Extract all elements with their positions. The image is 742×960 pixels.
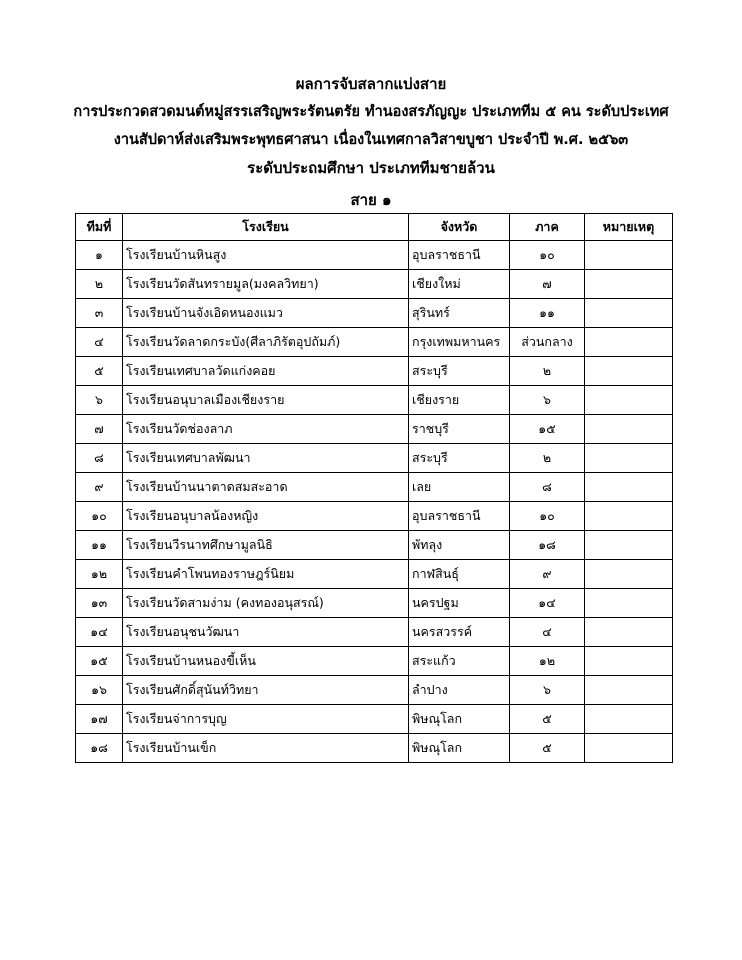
table-row bbox=[76, 589, 673, 618]
cell-province: นครปฐม bbox=[409, 589, 510, 618]
table-row bbox=[76, 473, 673, 502]
cell-province: สระบุรี bbox=[409, 444, 510, 473]
cell-school: โรงเรียนบ้านหินสูง bbox=[123, 241, 409, 270]
cell-note bbox=[585, 705, 673, 734]
cell-team-no: ๖ bbox=[76, 386, 123, 415]
cell-note bbox=[585, 357, 673, 386]
cell-note bbox=[585, 444, 673, 473]
cell-note bbox=[585, 299, 673, 328]
cell-school: โรงเรียนอนุบาลเมืองเชียงราย bbox=[123, 386, 409, 415]
cell-region: ๕ bbox=[510, 734, 585, 763]
cell-region: ๙ bbox=[510, 560, 585, 589]
cell-province: อุบลราชธานี bbox=[409, 241, 510, 270]
table-row bbox=[76, 502, 673, 531]
cell-note bbox=[585, 328, 673, 357]
table-row bbox=[76, 299, 673, 328]
cell-province: เชียงใหม่ bbox=[409, 270, 510, 299]
cell-note bbox=[585, 415, 673, 444]
cell-region: ๗ bbox=[510, 270, 585, 299]
cell-school: โรงเรียนวัดสันทรายมูล(มงคลวิทยา) bbox=[123, 270, 409, 299]
cell-province: เชียงราย bbox=[409, 386, 510, 415]
cell-school: โรงเรียนบ้านจังเอิดหนองแมว bbox=[123, 299, 409, 328]
table-row bbox=[76, 647, 673, 676]
cell-team-no: ๑๕ bbox=[76, 647, 123, 676]
table-body bbox=[76, 241, 673, 763]
cell-region: ๑๑ bbox=[510, 299, 585, 328]
table-row bbox=[76, 734, 673, 763]
header-event: งานสัปดาห์ส่งเสริมพระพุทธศาสนา เนื่องในเทศกาลวิสาขบูชา ประจำปี พ.ศ. ๒๕๖๓ bbox=[113, 132, 629, 148]
cell-region: ๑๔ bbox=[510, 589, 585, 618]
column-header-province: จังหวัด bbox=[409, 214, 510, 241]
cell-note bbox=[585, 473, 673, 502]
column-header-no: ทีมที่ bbox=[76, 214, 123, 241]
cell-team-no: ๑๖ bbox=[76, 676, 123, 705]
cell-school: โรงเรียนเทศบาลวัดแก่งคอย bbox=[123, 357, 409, 386]
cell-province: พิษณุโลก bbox=[409, 705, 510, 734]
cell-region: ส่วนกลาง bbox=[510, 328, 585, 357]
cell-team-no: ๘ bbox=[76, 444, 123, 473]
cell-team-no: ๓ bbox=[76, 299, 123, 328]
cell-province: สระแก้ว bbox=[409, 647, 510, 676]
cell-region: ๑๕ bbox=[510, 415, 585, 444]
column-header-note: หมายเหตุ bbox=[585, 214, 673, 241]
cell-note bbox=[585, 560, 673, 589]
table-row bbox=[76, 415, 673, 444]
cell-province: ลำปาง bbox=[409, 676, 510, 705]
cell-team-no: ๑๔ bbox=[76, 618, 123, 647]
cell-province: พัทลุง bbox=[409, 531, 510, 560]
cell-region: ๖ bbox=[510, 676, 585, 705]
cell-region: ๒ bbox=[510, 357, 585, 386]
table-row bbox=[76, 357, 673, 386]
column-header-region: ภาค bbox=[510, 214, 585, 241]
document-header bbox=[0, 70, 742, 182]
cell-note bbox=[585, 386, 673, 415]
cell-school: โรงเรียนบ้านนาตาดสมสะอาด bbox=[123, 473, 409, 502]
cell-region: ๑๘ bbox=[510, 531, 585, 560]
cell-team-no: ๑๘ bbox=[76, 734, 123, 763]
cell-region: ๔ bbox=[510, 618, 585, 647]
cell-team-no: ๑ bbox=[76, 241, 123, 270]
cell-note bbox=[585, 531, 673, 560]
table-row bbox=[76, 328, 673, 357]
cell-school: โรงเรียนศักดิ์สุนันท์วิทยา bbox=[123, 676, 409, 705]
cell-region: ๖ bbox=[510, 386, 585, 415]
table-row bbox=[76, 270, 673, 299]
cell-region: ๑๐ bbox=[510, 241, 585, 270]
cell-region: ๑๒ bbox=[510, 647, 585, 676]
cell-team-no: ๑๒ bbox=[76, 560, 123, 589]
table-row bbox=[76, 618, 673, 647]
cell-team-no: ๗ bbox=[76, 415, 123, 444]
cell-province: ราชบุรี bbox=[409, 415, 510, 444]
cell-team-no: ๑๓ bbox=[76, 589, 123, 618]
table-row bbox=[76, 705, 673, 734]
cell-note bbox=[585, 676, 673, 705]
header-title: ผลการจับสลากแบ่งสาย bbox=[295, 75, 447, 93]
table-header-row bbox=[76, 214, 673, 241]
results-table bbox=[75, 213, 673, 763]
cell-school: โรงเรียนอนุบาลน้องหญิง bbox=[123, 502, 409, 531]
cell-team-no: ๒ bbox=[76, 270, 123, 299]
cell-school: โรงเรียนวัดช่องลาภ bbox=[123, 415, 409, 444]
cell-note bbox=[585, 241, 673, 270]
table-row bbox=[76, 531, 673, 560]
cell-note bbox=[585, 589, 673, 618]
cell-school: โรงเรียนจ่าการบุญ bbox=[123, 705, 409, 734]
cell-school: โรงเรียนบ้านเข็ก bbox=[123, 734, 409, 763]
column-header-school: โรงเรียน bbox=[123, 214, 409, 241]
cell-team-no: ๑๗ bbox=[76, 705, 123, 734]
cell-team-no: ๑๑ bbox=[76, 531, 123, 560]
cell-note bbox=[585, 502, 673, 531]
cell-province: กรุงเทพมหานคร bbox=[409, 328, 510, 357]
table-row bbox=[76, 676, 673, 705]
cell-province: เลย bbox=[409, 473, 510, 502]
header-level: ระดับประถมศึกษา ประเภททีมชายล้วน bbox=[247, 159, 495, 177]
cell-school: โรงเรียนคำโพนทองราษฎร์นิยม bbox=[123, 560, 409, 589]
cell-province: พิษณุโลก bbox=[409, 734, 510, 763]
cell-region: ๑๐ bbox=[510, 502, 585, 531]
cell-region: ๕ bbox=[510, 705, 585, 734]
cell-province: อุบลราชธานี bbox=[409, 502, 510, 531]
cell-school: โรงเรียนวัดลาดกระบัง(ศีลาภิรัตอุปถัมภ์) bbox=[123, 328, 409, 357]
table-row bbox=[76, 386, 673, 415]
cell-school: โรงเรียนวีรนาทศึกษามูลนิธิ bbox=[123, 531, 409, 560]
cell-province: นครสวรรค์ bbox=[409, 618, 510, 647]
cell-region: ๘ bbox=[510, 473, 585, 502]
cell-note bbox=[585, 647, 673, 676]
cell-note bbox=[585, 618, 673, 647]
cell-province: กาฬสินธุ์ bbox=[409, 560, 510, 589]
cell-school: โรงเรียนเทศบาลพัฒนา bbox=[123, 444, 409, 473]
cell-team-no: ๙ bbox=[76, 473, 123, 502]
table-row bbox=[76, 560, 673, 589]
group-title: สาย ๑ bbox=[350, 191, 392, 209]
cell-school: โรงเรียนวัดสามง่าม (คงทองอนุสรณ์) bbox=[123, 589, 409, 618]
cell-province: สุรินทร์ bbox=[409, 299, 510, 328]
cell-region: ๒ bbox=[510, 444, 585, 473]
cell-team-no: ๕ bbox=[76, 357, 123, 386]
cell-note bbox=[585, 270, 673, 299]
table-row bbox=[76, 444, 673, 473]
cell-note bbox=[585, 734, 673, 763]
cell-province: สระบุรี bbox=[409, 357, 510, 386]
cell-school: โรงเรียนอนุชนวัฒนา bbox=[123, 618, 409, 647]
header-competition: การประกวดสวดมนต์หมู่สรรเสริญพระรัตนตรัย ทำนองสรภัญญะ ประเภททีม ๕ คน ระดับประเทศ bbox=[73, 104, 669, 120]
cell-school: โรงเรียนบ้านหนองขี้เห็น bbox=[123, 647, 409, 676]
cell-team-no: ๑๐ bbox=[76, 502, 123, 531]
table-row bbox=[76, 241, 673, 270]
cell-team-no: ๔ bbox=[76, 328, 123, 357]
